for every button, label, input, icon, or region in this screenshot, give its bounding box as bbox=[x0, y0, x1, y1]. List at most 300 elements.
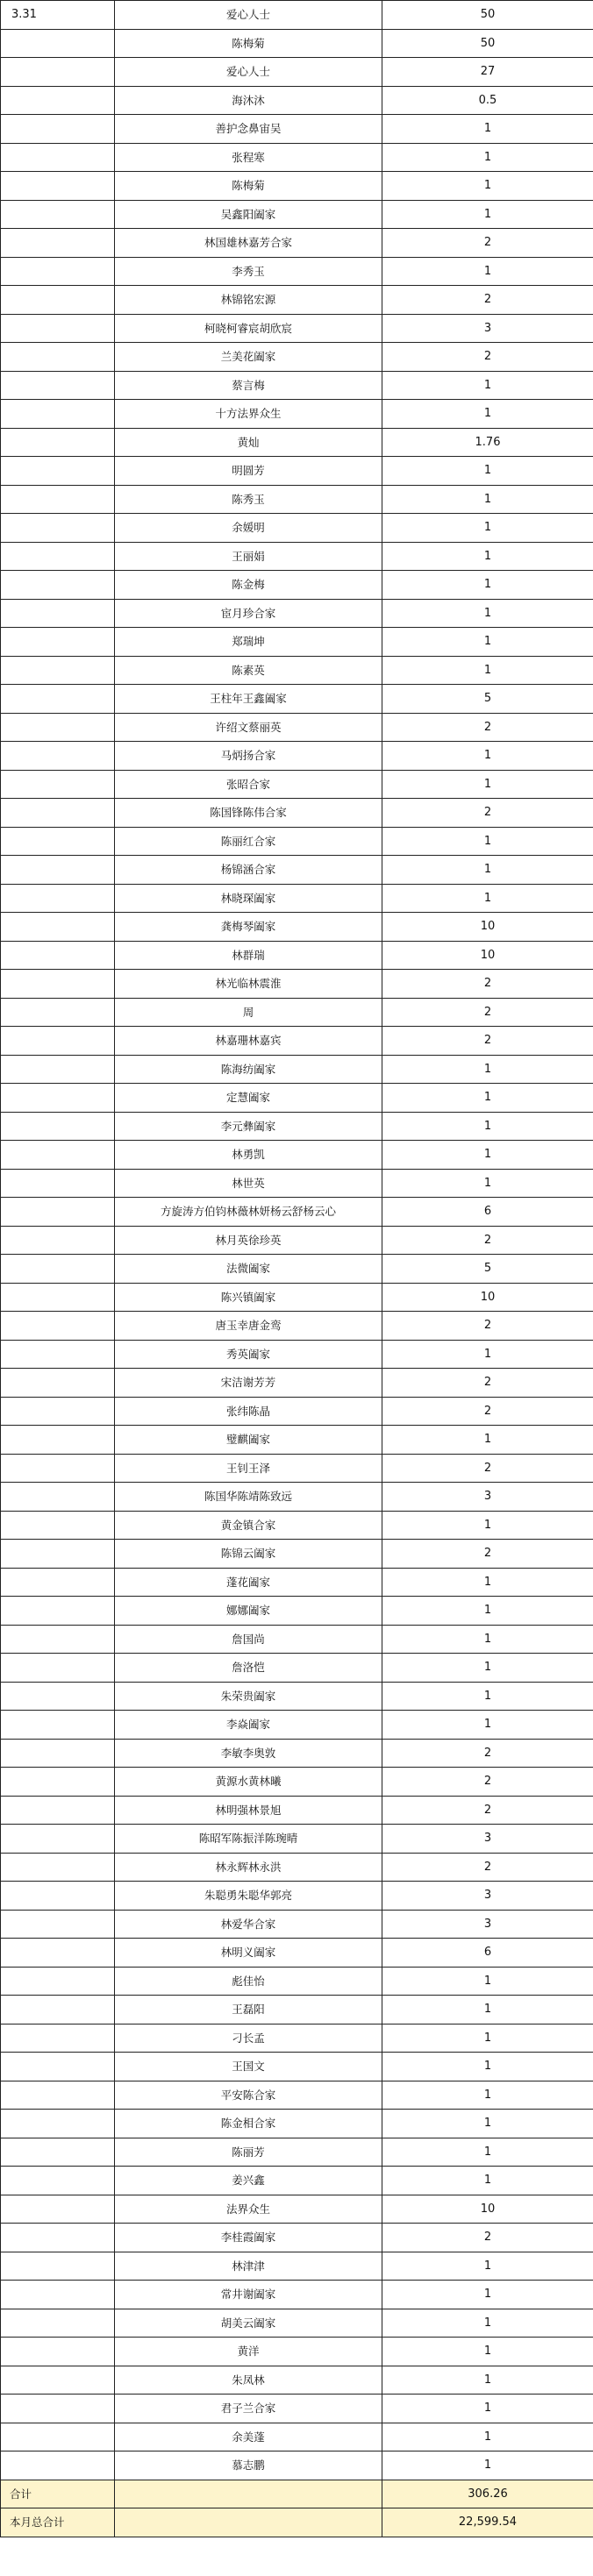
table-row bbox=[1, 2281, 593, 2309]
amount-cell: 1 bbox=[382, 542, 593, 571]
table-row bbox=[1, 343, 593, 372]
amount-cell: 1 bbox=[382, 115, 593, 144]
donor-name-cell: 李秀玉 bbox=[115, 257, 382, 286]
table-row bbox=[1, 257, 593, 286]
table-row bbox=[1, 2309, 593, 2338]
donor-name-cell: 陈素英 bbox=[115, 656, 382, 685]
donor-name-cell: 林爱华合家 bbox=[115, 1910, 382, 1939]
donor-name-cell: 张纬陈晶 bbox=[115, 1397, 382, 1426]
table-row bbox=[1, 970, 593, 999]
donor-name-cell: 黄源水黄林曦 bbox=[115, 1768, 382, 1797]
amount-cell: 1 bbox=[382, 371, 593, 400]
amount-cell: 2 bbox=[382, 1768, 593, 1797]
date-cell bbox=[1, 1825, 115, 1854]
table-row bbox=[1, 2138, 593, 2167]
date-cell bbox=[1, 1255, 115, 1284]
date-cell bbox=[1, 286, 115, 315]
table-row bbox=[1, 143, 593, 172]
amount-cell: 1 bbox=[382, 1996, 593, 2025]
table-row bbox=[1, 457, 593, 486]
table-row bbox=[1, 1141, 593, 1170]
amount-cell: 1 bbox=[382, 1055, 593, 1084]
table-row bbox=[1, 571, 593, 600]
table-row bbox=[1, 1597, 593, 1626]
donor-name-cell: 慕志鹏 bbox=[115, 2451, 382, 2480]
donor-name-cell: 林永辉林永洪 bbox=[115, 1853, 382, 1882]
table-row bbox=[1, 2081, 593, 2110]
donation-table-body bbox=[1, 1, 593, 2537]
amount-cell: 3 bbox=[382, 1882, 593, 1911]
amount-cell: 3 bbox=[382, 1910, 593, 1939]
table-row bbox=[1, 827, 593, 856]
amount-cell: 1 bbox=[382, 400, 593, 429]
donor-name-cell: 蓬花阖家 bbox=[115, 1568, 382, 1597]
donor-name-cell: 陈秀玉 bbox=[115, 485, 382, 514]
date-cell bbox=[1, 1768, 115, 1797]
donor-name-cell: 陈梅菊 bbox=[115, 172, 382, 201]
donor-name-cell: 陈海纺阖家 bbox=[115, 1055, 382, 1084]
donor-name-cell: 陈国锋陈伟合家 bbox=[115, 799, 382, 828]
table-row bbox=[1, 1426, 593, 1455]
table-row bbox=[1, 941, 593, 970]
amount-cell: 1 bbox=[382, 1625, 593, 1654]
table-row bbox=[1, 2395, 593, 2423]
donor-name-cell: 林勇凯 bbox=[115, 1141, 382, 1170]
donor-name-cell: 黄灿 bbox=[115, 428, 382, 457]
date-cell bbox=[1, 1682, 115, 1711]
date-cell bbox=[1, 1198, 115, 1227]
amount-cell: 1 bbox=[382, 200, 593, 229]
date-cell bbox=[1, 1312, 115, 1341]
date-cell bbox=[1, 115, 115, 144]
donor-name-cell: 王国文 bbox=[115, 2053, 382, 2081]
donor-name-cell: 平安陈合家 bbox=[115, 2081, 382, 2110]
amount-cell: 1 bbox=[382, 770, 593, 799]
table-row bbox=[1, 1084, 593, 1113]
amount-cell: 1 bbox=[382, 2281, 593, 2309]
table-row bbox=[1, 770, 593, 799]
table-row bbox=[1, 115, 593, 144]
donor-name-cell: 兰美花阖家 bbox=[115, 343, 382, 372]
donor-name-cell: 法微阖家 bbox=[115, 1255, 382, 1284]
date-cell bbox=[1, 1540, 115, 1569]
donor-name-cell: 君子兰合家 bbox=[115, 2395, 382, 2423]
amount-cell: 1 bbox=[382, 143, 593, 172]
table-row bbox=[1, 2195, 593, 2224]
table-row bbox=[1, 656, 593, 685]
donor-name-cell: 詹国尚 bbox=[115, 1625, 382, 1654]
amount-cell: 2 bbox=[382, 343, 593, 372]
date-cell bbox=[1, 656, 115, 685]
date-cell bbox=[1, 1369, 115, 1398]
table-row bbox=[1, 742, 593, 771]
table-row bbox=[1, 1255, 593, 1284]
donor-name-cell: 马炳扬合家 bbox=[115, 742, 382, 771]
date-cell bbox=[1, 1967, 115, 1996]
date-cell bbox=[1, 884, 115, 913]
table-row bbox=[1, 599, 593, 628]
donor-name-cell: 爱心人士 bbox=[115, 58, 382, 87]
donor-name-cell: 朱凤林 bbox=[115, 2366, 382, 2395]
amount-cell: 10 bbox=[382, 2195, 593, 2224]
donor-name-cell: 林津津 bbox=[115, 2252, 382, 2281]
donor-name-cell: 明圆芳 bbox=[115, 457, 382, 486]
amount-cell: 1 bbox=[382, 1597, 593, 1626]
donor-name-cell: 王钊王泽 bbox=[115, 1454, 382, 1483]
donor-name-cell: 李桂霞阖家 bbox=[115, 2224, 382, 2252]
table-row bbox=[1, 1198, 593, 1227]
date-cell bbox=[1, 599, 115, 628]
date-cell bbox=[1, 86, 115, 115]
table-row bbox=[1, 1711, 593, 1740]
amount-cell: 1 bbox=[382, 1654, 593, 1683]
date-cell bbox=[1, 742, 115, 771]
amount-cell: 5 bbox=[382, 685, 593, 714]
date-cell bbox=[1, 2110, 115, 2138]
date-cell bbox=[1, 770, 115, 799]
date-cell bbox=[1, 143, 115, 172]
donor-name-cell: 唐玉幸唐金鸾 bbox=[115, 1312, 382, 1341]
donor-name-cell: 林国雄林嘉芳合家 bbox=[115, 229, 382, 258]
date-cell bbox=[1, 2081, 115, 2110]
donor-name-cell: 林月英徐珍英 bbox=[115, 1226, 382, 1255]
donor-name-cell: 十方法界众生 bbox=[115, 400, 382, 429]
donor-name-cell: 余媛明 bbox=[115, 514, 382, 543]
amount-cell: 2 bbox=[382, 1312, 593, 1341]
date-cell bbox=[1, 713, 115, 742]
amount-cell: 3 bbox=[382, 314, 593, 343]
table-row bbox=[1, 1654, 593, 1683]
table-row bbox=[1, 86, 593, 115]
date-cell bbox=[1, 941, 115, 970]
amount-cell: 1 bbox=[382, 2252, 593, 2281]
table-row bbox=[1, 200, 593, 229]
date-cell bbox=[1, 1027, 115, 1056]
donor-name-cell: 胡美云阖家 bbox=[115, 2309, 382, 2338]
amount-cell: 1 bbox=[382, 2309, 593, 2338]
date-cell bbox=[1, 827, 115, 856]
date-cell bbox=[1, 485, 115, 514]
donor-name-cell: 林锦铭宏源 bbox=[115, 286, 382, 315]
table-row bbox=[1, 2366, 593, 2395]
amount-cell: 2 bbox=[382, 1540, 593, 1569]
table-row bbox=[1, 1853, 593, 1882]
amount-cell: 1 bbox=[382, 485, 593, 514]
table-row bbox=[1, 1283, 593, 1312]
date-cell bbox=[1, 1397, 115, 1426]
amount-cell: 6 bbox=[382, 1939, 593, 1968]
date-cell bbox=[1, 2338, 115, 2366]
table-row bbox=[1, 1996, 593, 2025]
date-cell bbox=[1, 1996, 115, 2025]
amount-cell: 2 bbox=[382, 1027, 593, 1056]
amount-cell: 2 bbox=[382, 1796, 593, 1825]
amount-cell: 1 bbox=[382, 1511, 593, 1540]
date-cell bbox=[1, 2167, 115, 2195]
table-row bbox=[1, 1910, 593, 1939]
donor-name-cell: 常井谢阖家 bbox=[115, 2281, 382, 2309]
date-cell bbox=[1, 913, 115, 942]
amount-cell: 2 bbox=[382, 713, 593, 742]
date-cell bbox=[1, 1711, 115, 1740]
date-cell bbox=[1, 1340, 115, 1369]
table-row bbox=[1, 2053, 593, 2081]
donor-name-cell: 秀英阖家 bbox=[115, 1340, 382, 1369]
donor-name-cell: 王磊阳 bbox=[115, 1996, 382, 2025]
amount-cell: 2 bbox=[382, 1739, 593, 1768]
amount-cell: 1 bbox=[382, 1711, 593, 1740]
date-cell bbox=[1, 257, 115, 286]
date-cell bbox=[1, 2252, 115, 2281]
date-cell bbox=[1, 799, 115, 828]
amount-cell: 1 bbox=[382, 1084, 593, 1113]
table-row bbox=[1, 1369, 593, 1398]
amount-cell: 1 bbox=[382, 1682, 593, 1711]
table-row bbox=[1, 2167, 593, 2195]
donor-name-cell: 宦月珍合家 bbox=[115, 599, 382, 628]
table-row bbox=[1, 1454, 593, 1483]
amount-cell: 1.76 bbox=[382, 428, 593, 457]
amount-cell: 1 bbox=[382, 2395, 593, 2423]
amount-cell: 10 bbox=[382, 913, 593, 942]
donor-name-cell: 林晓琛阖家 bbox=[115, 884, 382, 913]
date-cell bbox=[1, 1426, 115, 1455]
table-row bbox=[1, 884, 593, 913]
amount-cell: 5 bbox=[382, 1255, 593, 1284]
amount-cell: 6 bbox=[382, 1198, 593, 1227]
table-row bbox=[1, 1, 593, 30]
donor-name-cell: 陈梅菊 bbox=[115, 29, 382, 58]
donor-name-cell: 姜兴鑫 bbox=[115, 2167, 382, 2195]
month-total-row-label: 本月总合计 bbox=[1, 2508, 115, 2537]
donor-name-cell: 陈兴镇阖家 bbox=[115, 1283, 382, 1312]
table-row bbox=[1, 229, 593, 258]
date-cell bbox=[1, 1739, 115, 1768]
donor-name-cell: 陈金相合家 bbox=[115, 2110, 382, 2138]
month-total-row bbox=[1, 2508, 593, 2537]
table-row bbox=[1, 2338, 593, 2366]
table-row bbox=[1, 371, 593, 400]
empty-cell bbox=[115, 2508, 382, 2537]
date-cell bbox=[1, 1597, 115, 1626]
amount-cell: 1 bbox=[382, 628, 593, 657]
date-cell bbox=[1, 1454, 115, 1483]
amount-cell: 1 bbox=[382, 2338, 593, 2366]
amount-cell: 1 bbox=[382, 514, 593, 543]
amount-cell: 2 bbox=[382, 2224, 593, 2252]
donor-name-cell: 娜娜阖家 bbox=[115, 1597, 382, 1626]
date-cell bbox=[1, 998, 115, 1027]
donor-name-cell: 朱聪勇朱聪华郭亮 bbox=[115, 1882, 382, 1911]
table-row bbox=[1, 1112, 593, 1141]
date-cell bbox=[1, 856, 115, 885]
table-row bbox=[1, 314, 593, 343]
amount-cell: 1 bbox=[382, 2366, 593, 2395]
table-row bbox=[1, 428, 593, 457]
date-cell bbox=[1, 1910, 115, 1939]
donor-name-cell: 黄金镇合家 bbox=[115, 1511, 382, 1540]
date-cell bbox=[1, 1084, 115, 1113]
amount-cell: 1 bbox=[382, 2053, 593, 2081]
table-row bbox=[1, 1027, 593, 1056]
amount-cell: 1 bbox=[382, 1340, 593, 1369]
date-cell bbox=[1, 2366, 115, 2395]
donor-name-cell: 陈国华陈靖陈致远 bbox=[115, 1483, 382, 1512]
donor-name-cell: 陈丽芳 bbox=[115, 2138, 382, 2167]
donor-name-cell: 龚梅琴阖家 bbox=[115, 913, 382, 942]
donor-name-cell: 郑瑞坤 bbox=[115, 628, 382, 657]
date-cell bbox=[1, 2224, 115, 2252]
date-cell bbox=[1, 58, 115, 87]
subtotal-row-amount: 306.26 bbox=[382, 2480, 593, 2508]
donor-name-cell: 王柱年王鑫阖家 bbox=[115, 685, 382, 714]
amount-cell: 1 bbox=[382, 1141, 593, 1170]
date-cell: 3.31 bbox=[1, 1, 115, 30]
amount-cell: 2 bbox=[382, 229, 593, 258]
date-cell bbox=[1, 1483, 115, 1512]
donor-name-cell: 刁长孟 bbox=[115, 2024, 382, 2053]
table-row bbox=[1, 1768, 593, 1797]
donor-name-cell: 黄洋 bbox=[115, 2338, 382, 2366]
table-row bbox=[1, 1882, 593, 1911]
date-cell bbox=[1, 1882, 115, 1911]
table-row bbox=[1, 1483, 593, 1512]
date-cell bbox=[1, 371, 115, 400]
date-cell bbox=[1, 2395, 115, 2423]
amount-cell: 2 bbox=[382, 286, 593, 315]
donor-name-cell: 林光临林震淮 bbox=[115, 970, 382, 999]
table-row bbox=[1, 998, 593, 1027]
donor-name-cell: 王丽娟 bbox=[115, 542, 382, 571]
table-row bbox=[1, 1939, 593, 1968]
donor-name-cell: 林世英 bbox=[115, 1169, 382, 1198]
date-cell bbox=[1, 29, 115, 58]
date-cell bbox=[1, 571, 115, 600]
donor-name-cell: 林群瑞 bbox=[115, 941, 382, 970]
amount-cell: 27 bbox=[382, 58, 593, 87]
amount-cell: 1 bbox=[382, 856, 593, 885]
amount-cell: 1 bbox=[382, 1169, 593, 1198]
date-cell bbox=[1, 314, 115, 343]
amount-cell: 3 bbox=[382, 1825, 593, 1854]
table-row bbox=[1, 2252, 593, 2281]
date-cell bbox=[1, 172, 115, 201]
amount-cell: 3 bbox=[382, 1483, 593, 1512]
month-total-row-amount: 22,599.54 bbox=[382, 2508, 593, 2537]
date-cell bbox=[1, 2195, 115, 2224]
table-row bbox=[1, 1312, 593, 1341]
table-row bbox=[1, 713, 593, 742]
table-row bbox=[1, 1226, 593, 1255]
table-row bbox=[1, 29, 593, 58]
donor-name-cell: 许绍文蔡丽英 bbox=[115, 713, 382, 742]
table-row bbox=[1, 2451, 593, 2480]
donor-name-cell: 方旋涛方伯钧林薇林妍杨云舒杨云心 bbox=[115, 1198, 382, 1227]
donor-name-cell: 李元彝阖家 bbox=[115, 1112, 382, 1141]
table-row bbox=[1, 1540, 593, 1569]
date-cell bbox=[1, 1568, 115, 1597]
donor-name-cell: 张程寒 bbox=[115, 143, 382, 172]
amount-cell: 10 bbox=[382, 941, 593, 970]
date-cell bbox=[1, 200, 115, 229]
date-cell bbox=[1, 2138, 115, 2167]
amount-cell: 1 bbox=[382, 827, 593, 856]
subtotal-row-label: 合计 bbox=[1, 2480, 115, 2508]
donor-name-cell: 李敏李奥敦 bbox=[115, 1739, 382, 1768]
date-cell bbox=[1, 1939, 115, 1968]
table-row bbox=[1, 2423, 593, 2451]
empty-cell bbox=[115, 2480, 382, 2508]
donor-name-cell: 璧麒阖家 bbox=[115, 1426, 382, 1455]
date-cell bbox=[1, 400, 115, 429]
amount-cell: 1 bbox=[382, 2423, 593, 2451]
date-cell bbox=[1, 343, 115, 372]
table-row bbox=[1, 685, 593, 714]
table-row bbox=[1, 1397, 593, 1426]
subtotal-row bbox=[1, 2480, 593, 2508]
donor-name-cell: 周 bbox=[115, 998, 382, 1027]
amount-cell: 1 bbox=[382, 2024, 593, 2053]
amount-cell: 1 bbox=[382, 2451, 593, 2480]
date-cell bbox=[1, 2053, 115, 2081]
date-cell bbox=[1, 1055, 115, 1084]
amount-cell: 1 bbox=[382, 571, 593, 600]
donor-name-cell: 杨锦涵合家 bbox=[115, 856, 382, 885]
amount-cell: 2 bbox=[382, 1454, 593, 1483]
donor-name-cell: 陈昭军陈振洋陈琬晴 bbox=[115, 1825, 382, 1854]
table-row bbox=[1, 2110, 593, 2138]
donor-name-cell: 善护念鼻宙吴 bbox=[115, 115, 382, 144]
amount-cell: 10 bbox=[382, 1283, 593, 1312]
amount-cell: 1 bbox=[382, 1568, 593, 1597]
table-row bbox=[1, 1739, 593, 1768]
amount-cell: 1 bbox=[382, 599, 593, 628]
donor-name-cell: 柯晓柯睿宸胡欣宸 bbox=[115, 314, 382, 343]
donor-name-cell: 蔡言梅 bbox=[115, 371, 382, 400]
table-row bbox=[1, 172, 593, 201]
table-row bbox=[1, 1625, 593, 1654]
amount-cell: 1 bbox=[382, 656, 593, 685]
amount-cell: 2 bbox=[382, 1853, 593, 1882]
table-row bbox=[1, 2024, 593, 2053]
date-cell bbox=[1, 1169, 115, 1198]
date-cell bbox=[1, 229, 115, 258]
table-row bbox=[1, 400, 593, 429]
amount-cell: 1 bbox=[382, 2110, 593, 2138]
donor-name-cell: 李焱阖家 bbox=[115, 1711, 382, 1740]
date-cell bbox=[1, 970, 115, 999]
table-row bbox=[1, 1967, 593, 1996]
date-cell bbox=[1, 2281, 115, 2309]
date-cell bbox=[1, 1796, 115, 1825]
date-cell bbox=[1, 514, 115, 543]
table-row bbox=[1, 1055, 593, 1084]
amount-cell: 1 bbox=[382, 1112, 593, 1141]
donor-name-cell: 朱荣贵阖家 bbox=[115, 1682, 382, 1711]
amount-cell: 0.5 bbox=[382, 86, 593, 115]
amount-cell: 2 bbox=[382, 1397, 593, 1426]
donor-name-cell: 海沐沐 bbox=[115, 86, 382, 115]
date-cell bbox=[1, 1625, 115, 1654]
date-cell bbox=[1, 1511, 115, 1540]
table-row bbox=[1, 1796, 593, 1825]
date-cell bbox=[1, 542, 115, 571]
donor-name-cell: 定慧阖家 bbox=[115, 1084, 382, 1113]
donor-name-cell: 陈金梅 bbox=[115, 571, 382, 600]
date-cell bbox=[1, 1853, 115, 1882]
donor-name-cell: 林明义阖家 bbox=[115, 1939, 382, 1968]
table-row bbox=[1, 1169, 593, 1198]
